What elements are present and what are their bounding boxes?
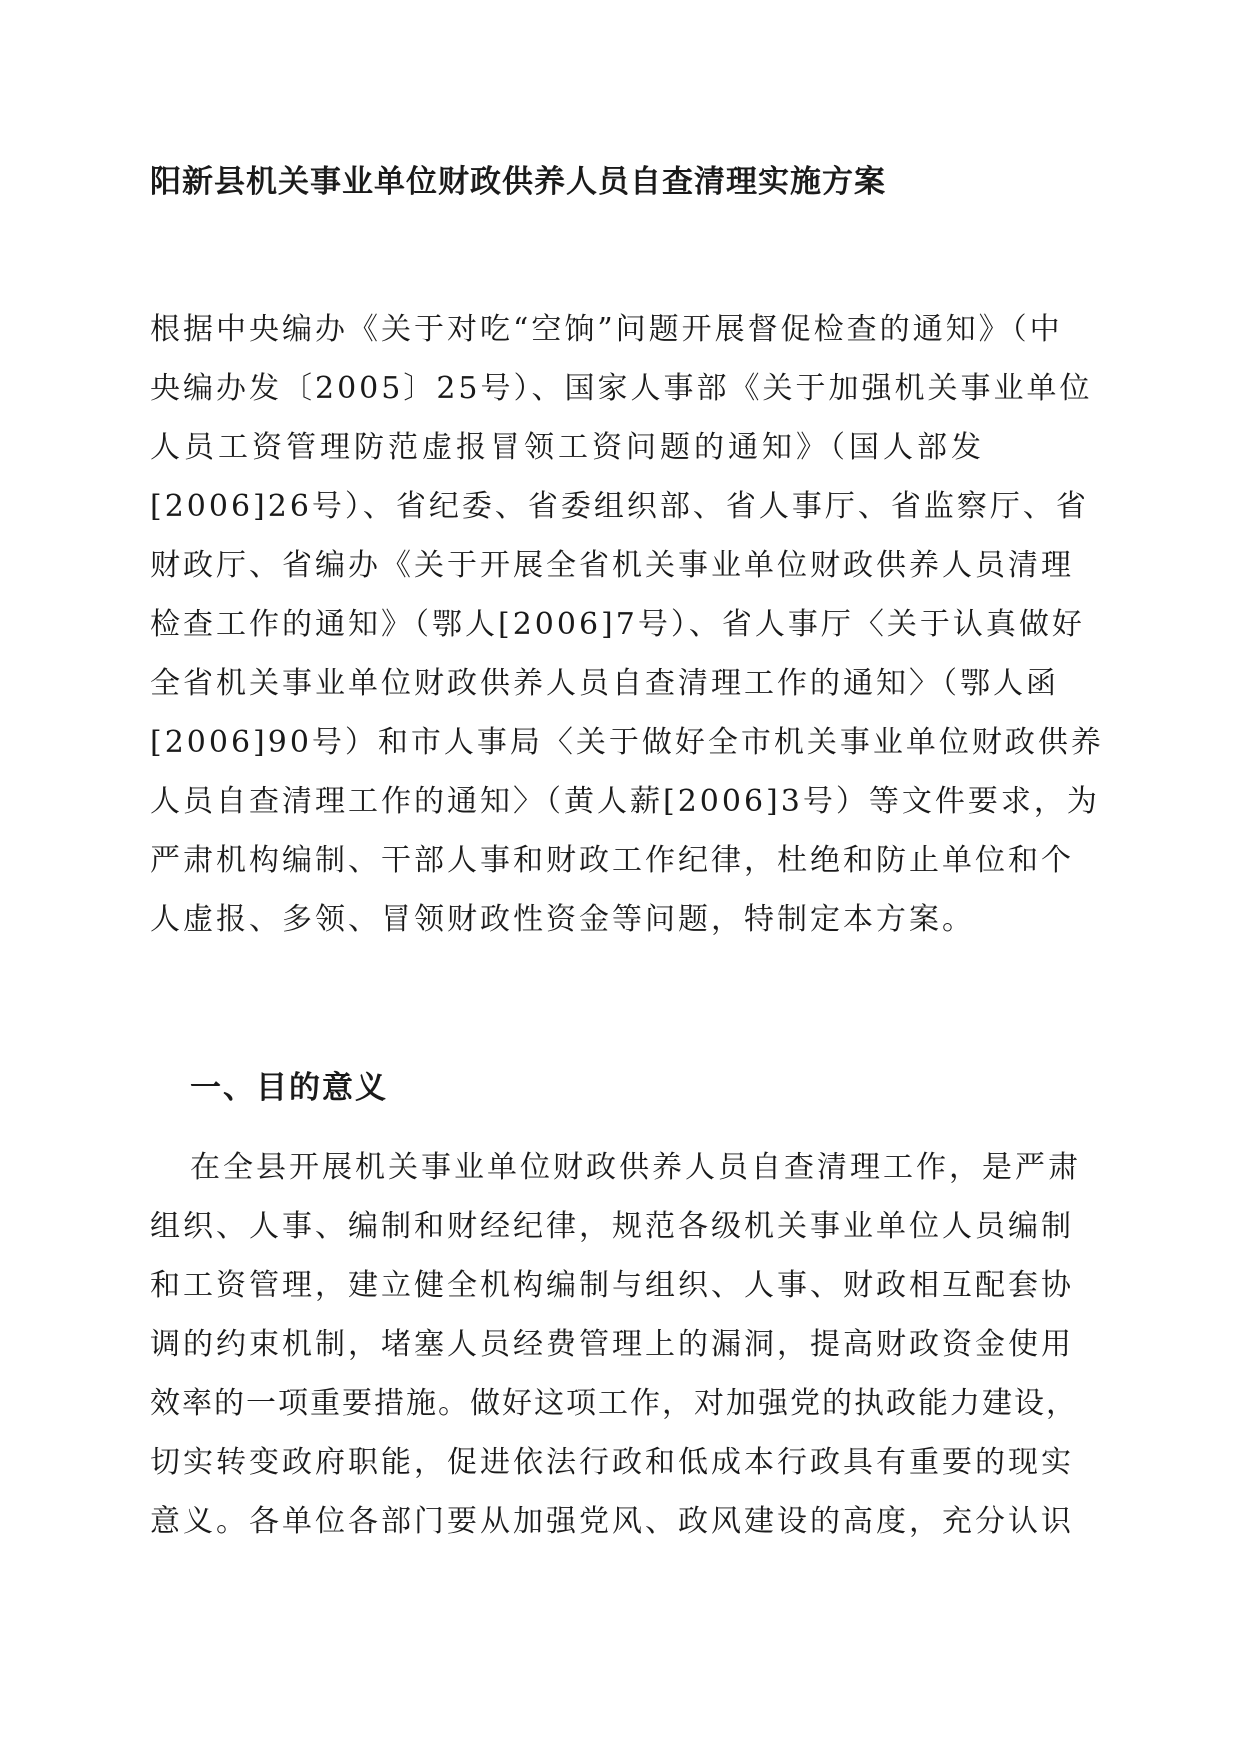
- intro-line: 检查工作的通知》（鄂人[2006]7号）、省人事厅〈关于认真做好: [150, 607, 1085, 642]
- section-line: 切实转变政府职能，促进依法行政和低成本行政具有重要的现实: [150, 1445, 1074, 1480]
- intro-line: 人虚报、多领、冒领财政性资金等问题，特制定本方案。: [150, 902, 975, 937]
- intro-line: 人员自查清理工作的通知〉（黄人薪[2006]3号）等文件要求，为: [150, 784, 1100, 819]
- section-line: 在全县开展机关事业单位财政供养人员自查清理工作，是严肃: [190, 1150, 1081, 1185]
- intro-line: 央编办发〔2005〕25号）、国家人事部《关于加强机关事业单位: [150, 371, 1093, 406]
- section-line: 和工资管理，建立健全机构编制与组织、人事、财政相互配套协: [150, 1268, 1074, 1303]
- section-line: 效率的一项重要措施。做好这项工作，对加强党的执政能力建设，: [150, 1386, 1078, 1421]
- section-line: 组织、人事、编制和财经纪律，规范各级机关事业单位人员编制: [150, 1209, 1074, 1244]
- intro-line: 全省机关事业单位财政供养人员自查清理工作的通知〉（鄂人函: [150, 666, 1059, 701]
- intro-line: 根据中央编办《关于对吃“空饷”问题开展督促检查的通知》（中: [150, 312, 1063, 347]
- section-line: 意义。各单位各部门要从加强党风、政风建设的高度，充分认识: [150, 1504, 1074, 1539]
- intro-line: 人员工资管理防范虚报冒领工资问题的通知》（国人部发: [150, 430, 985, 465]
- intro-line: [2006]26号）、省纪委、省委组织部、省人事厅、省监察厅、省: [150, 489, 1089, 524]
- document-title: 阳新县机关事业单位财政供养人员自查清理实施方案: [150, 164, 886, 200]
- intro-line: 严肃机构编制、干部人事和财政工作纪律，杜绝和防止单位和个: [150, 843, 1074, 878]
- section-heading: 一、目的意义: [190, 1070, 388, 1106]
- intro-line: [2006]90号）和市人事局〈关于做好全市机关事业单位财政供养: [150, 725, 1104, 760]
- intro-line: 财政厅、省编办《关于开展全省机关事业单位财政供养人员清理: [150, 548, 1074, 583]
- section-line: 调的约束机制，堵塞人员经费管理上的漏洞，提高财政资金使用: [150, 1327, 1074, 1362]
